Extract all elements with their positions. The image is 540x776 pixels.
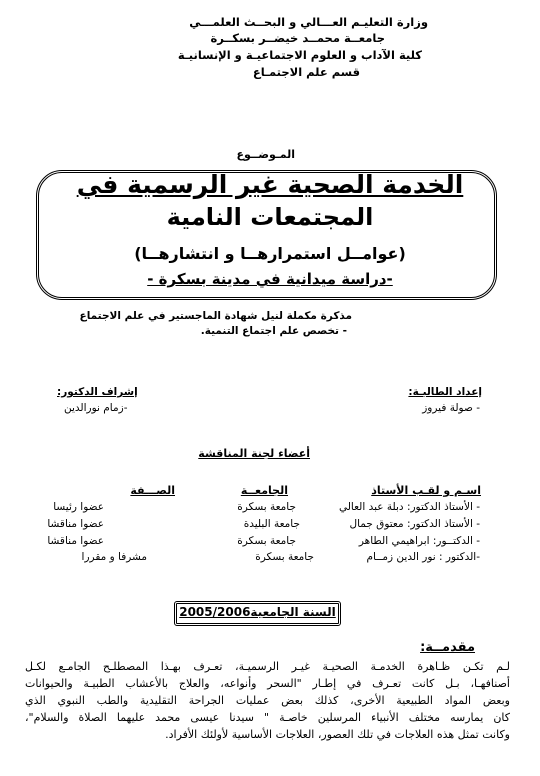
memo-line-1: مذكرة مكملة لنيل شهادة الماجستير في علم الاجتماع [79, 310, 352, 322]
university-name: جامعــة محمــد خيضــر بسكــرة [210, 31, 385, 45]
memo-line-2: - تخصص علم اجتماع التنمية. [200, 325, 347, 337]
introduction-line-3: وبعض المواد الطبيعية الأخرى، كذلك بعض عمليات الجراحة التقليدية والطب النبوي الذي [25, 694, 510, 707]
introduction-heading: مقدمــة: [420, 640, 475, 655]
table-row-3-name: - الدكتــور: ابراهيمي الطاهر [358, 535, 480, 547]
table-row-4-university: جامعة بسكرة [255, 551, 314, 563]
table-row-3-role: عضوا مناقشا [47, 535, 104, 547]
subject-label: المـوضــوع [236, 148, 295, 161]
table-row-3-university: جامعة بسكرة [237, 535, 296, 547]
table-row-2-name: - الأستاذ الدكتور: معتوق جمال [349, 518, 480, 530]
student-label: إعداد الطالبـة: [408, 386, 482, 398]
student-name: - صولة فيروز [422, 402, 480, 414]
introduction-paragraph [25, 658, 510, 743]
faculty-name: كلية الآداب و العلوم الاجتماعيـة و الإنسانيـة [177, 48, 422, 62]
introduction-line-2: أصنافهـا، بـل كانت تعـرف في إطـار "السحر وأنواعه، والعلاج بالأعشاب الطبيـة والحيوانات [25, 677, 510, 690]
column-header-name: اسـم و لقـب الأستاذ [371, 484, 481, 497]
column-header-role: الصـــفة [130, 484, 175, 497]
table-row-1-role: عضوا رئيسا [53, 501, 104, 513]
introduction-line-5: وكانت تمثل هذه العلاجات في تلك العصور، العلاجات الأساسية لأولئك الأفراد. [165, 728, 510, 741]
title-line-4: -دراسة ميدانية في مدينة بسكرة - [147, 270, 393, 288]
supervisor-label: إشراف الدكتور: [57, 386, 138, 398]
table-row-1-university: جامعة بسكرة [237, 501, 296, 513]
department-name: قسم علم الاجتمـاع [252, 65, 360, 79]
introduction-line-1: لـم تكـن ظـاهرة الخدمـة الصحيـة غيـر الرسميـة، تعـرف بهـذا المصطلـح الجامـع لكـل [25, 660, 510, 673]
ministry-name: وزارة التعليـم العـــالي و البحــث العلمـــي [189, 15, 428, 29]
title-line-3: (عوامــل استمرارهــا و انتشارهــا) [134, 244, 406, 263]
title-line-2: المجتمعات النامية [166, 203, 374, 231]
table-row-2-university: جامعة البليدة [243, 518, 300, 530]
academic-year: السنة الجامعية2005/2006 [179, 605, 336, 619]
title-line-1: الخدمة الصحية غير الرسمية في [76, 170, 464, 199]
table-row-1-name: - الأستاذ الدكتور: دبلة عبد العالي [338, 501, 480, 513]
committee-title: أعضاء لجنة المناقشة [198, 447, 310, 460]
column-header-university: الجامعــة [240, 484, 288, 497]
table-row-4-name: -الدكتور : نور الدين زمــام [366, 551, 480, 563]
supervisor-name: -زمام نورالدين [64, 402, 128, 414]
introduction-line-4: كان يمارسه مختلف الأنبياء المرسلين خاصـة " سيدنا عيسى محمد عليهما الصلاة والسلام"، [25, 711, 510, 724]
table-row-2-role: عضوا مناقشا [47, 518, 104, 530]
table-row-4-role: مشرفا و مقررا [81, 551, 147, 563]
